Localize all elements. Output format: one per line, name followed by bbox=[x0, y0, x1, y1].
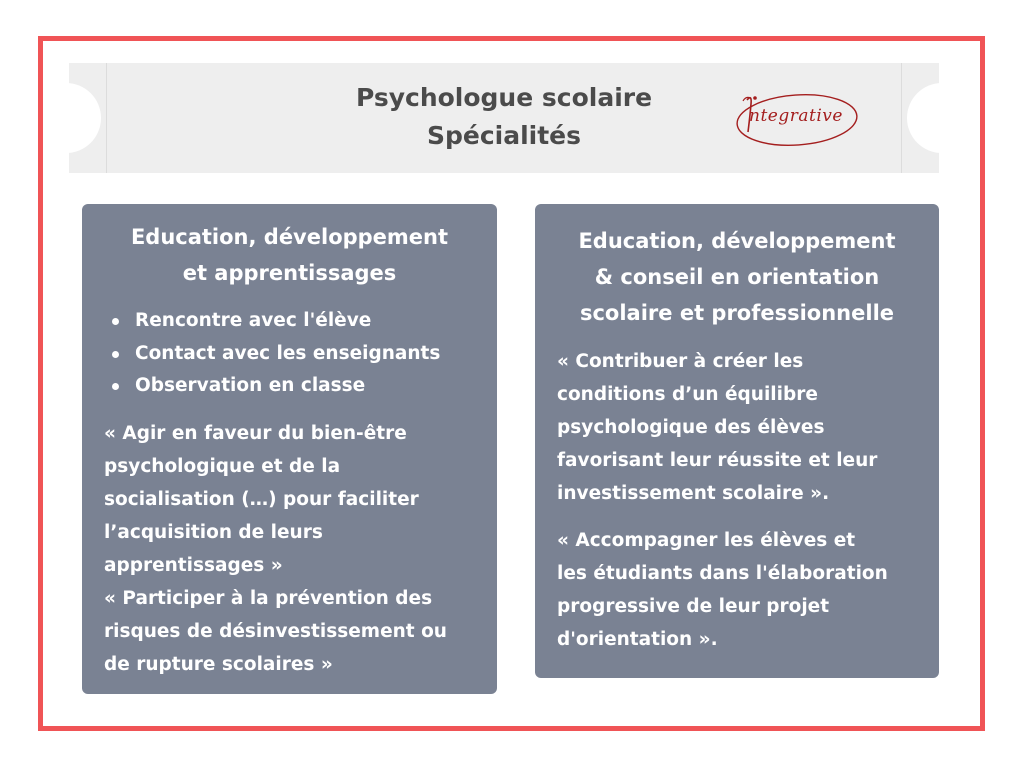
bullet-icon bbox=[112, 351, 119, 358]
list-item bbox=[112, 370, 497, 403]
logo-text: ntegrative bbox=[749, 106, 843, 126]
card-right-quote-1: « Contribuer à créer les conditions d’un équilibre psychologique des élèves favorisant leur réussite et leur investissement scolaire ». bbox=[557, 351, 878, 504]
card-left-bullet-list bbox=[82, 305, 497, 403]
title-line-1: Psychologue scolaire bbox=[355, 83, 653, 112]
list-item-label: Observation en classe bbox=[135, 375, 366, 396]
list-item bbox=[112, 338, 497, 371]
card-left-quote-1: « Agir en faveur du bien-être psychologique et de la socialisation (…) pour faciliter l’acquisition de leurs apprentissages » bbox=[104, 422, 419, 576]
list-item bbox=[112, 305, 497, 338]
card-education-apprentissages bbox=[82, 204, 497, 694]
card-right-title bbox=[535, 223, 939, 331]
card-right-title-line-1: Education, développement bbox=[578, 229, 896, 253]
card-left-title-line-1: Education, développement bbox=[130, 225, 449, 249]
card-left-title-line-2: et apprentissages bbox=[182, 261, 397, 285]
card-right-title-line-3: scolaire et professionnelle bbox=[579, 301, 895, 325]
bullet-icon bbox=[112, 383, 119, 390]
card-left-quote-2: « Participer à la prévention des risques de désinvestissement ou de rupture scolaires » bbox=[104, 587, 447, 675]
title-line-2: Spécialités bbox=[426, 121, 582, 150]
card-right-quote-2: « Accompagner les élèves et les étudiants dans l'élaboration progressive de leur projet d'orientation ». bbox=[557, 530, 888, 650]
card-conseil-orientation bbox=[535, 204, 939, 678]
card-right-title-line-2: & conseil en orientation bbox=[594, 265, 880, 289]
bullet-icon bbox=[112, 318, 119, 325]
card-left-title bbox=[82, 219, 497, 291]
list-item-label: Contact avec les enseignants bbox=[135, 342, 441, 364]
list-item-label: Rencontre avec l'élève bbox=[135, 310, 372, 331]
